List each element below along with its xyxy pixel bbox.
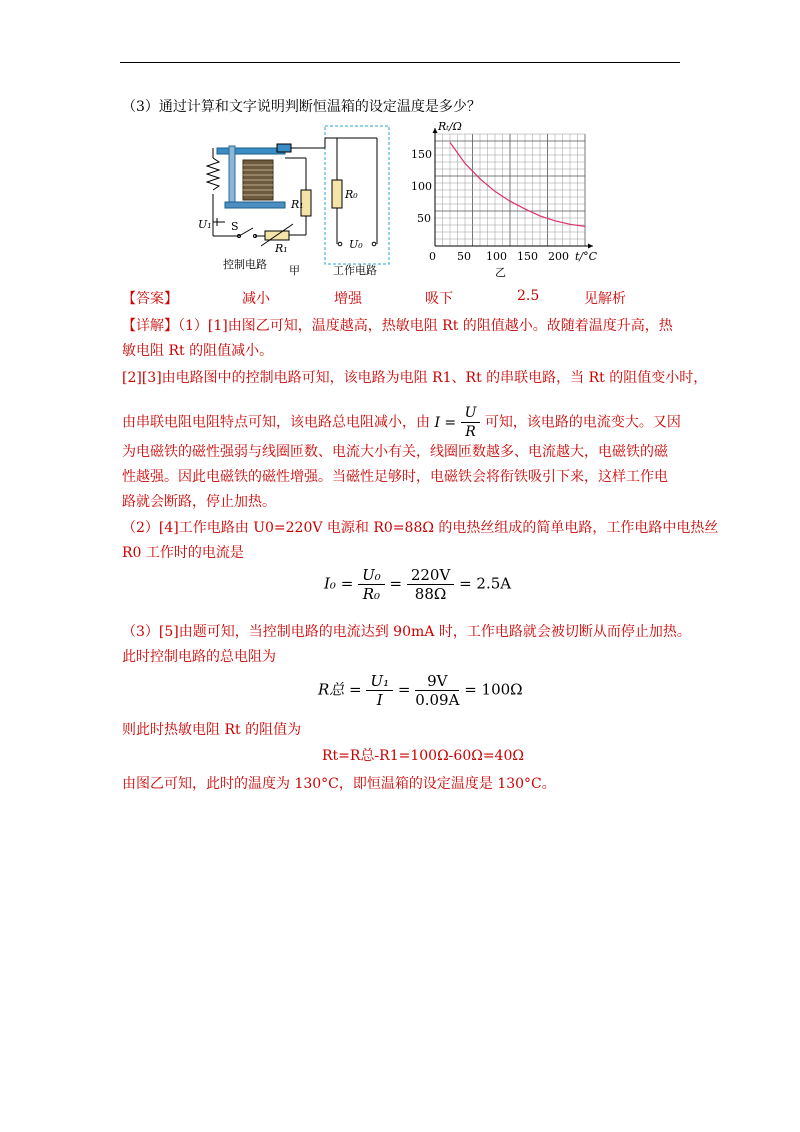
yi-label: 乙: [495, 266, 506, 279]
detail-p4e: 由图乙可知，此时的温度为 130°C，即恒温箱的设定温度是 130°C。: [122, 776, 556, 792]
detail-p4d: Rt=R总-R1=100Ω-60Ω=40Ω: [322, 748, 524, 764]
detail-p3b: R0 工作时的电流是: [122, 545, 244, 561]
y-tick-50: 50: [417, 212, 431, 225]
ohm-law-formula: I = $\frac{U}{R}$: [434, 415, 484, 431]
detail-p4b: 此时控制电路的总电阻为: [122, 649, 276, 665]
detail-p2d: 性越强。因此电磁铁的磁性增强。当磁性足够时，电磁铁会将衔铁吸引下来，这样工作电: [122, 469, 668, 485]
x-tick-150: 150: [517, 250, 538, 263]
y-tick-100: 100: [411, 180, 432, 193]
detail-paragraph-4: [122, 620, 691, 670]
detail-p2c: 为电磁铁的磁性强弱与线圈匝数、电流大小有关，线圈匝数越多、电流越大，电磁铁的磁: [122, 444, 668, 460]
detail-p4a: （3）[5]由题可知，当控制电路的电流达到 90mA 时，工作电路就会被切断从而停止加热。: [122, 624, 691, 640]
r0-label: R₀: [345, 188, 358, 201]
figure: [195, 118, 605, 288]
detail-p2b-post: 可知，该电路的电流变大。又因: [484, 414, 681, 431]
x-tick-200: 200: [548, 250, 569, 263]
r1-bottom-label: R₁: [275, 242, 288, 255]
detail-paragraph-3: [122, 516, 718, 566]
s-label: S: [231, 220, 239, 233]
detail-p4c: 则此时热敏电阻 Rt 的阻值为: [122, 722, 302, 738]
question-text: （3）通过计算和文字说明判断恒温箱的设定温度是多少？: [122, 99, 481, 115]
answer-item-3: 吸下: [425, 291, 453, 307]
chart-grid: [435, 134, 585, 246]
detail-p2b-line: [122, 404, 681, 441]
current-i0-formula: I₀ = $\frac{\text{U₀}}{\text{R₀}}$ = $\frac{220V}{88\Omega}$ = 2.5A: [324, 566, 512, 603]
detail-p3a: （2）[4]工作电路由 U0=220V 电源和 R0=88Ω 的电热丝组成的简单电路，工作电路中电热丝: [122, 520, 719, 536]
detail-p2a: [2][3]由电路图中的控制电路可知，该电路为电阻 R1、Rt 的串联电路，当 Rt 的阻值变小时，: [122, 370, 708, 386]
answer-item-1: 减小: [242, 291, 270, 307]
detail-paragraph-1: [122, 314, 673, 364]
detail-paragraph-2-rest: [122, 440, 668, 515]
header-rule: [120, 62, 680, 63]
detail-label: 【详解】: [122, 318, 178, 334]
answer-item-5: 见解析: [584, 291, 626, 307]
control-circuit-label: 控制电路: [223, 258, 267, 271]
answer-item-2: 增强: [334, 291, 362, 307]
jia-label: 甲: [289, 264, 300, 277]
x-tick-50: 50: [457, 250, 471, 263]
u1-label: U₁: [198, 218, 212, 231]
work-circuit-label: 工作电路: [333, 264, 377, 277]
total-resistance-formula: R总 = $\frac{\text{U₁}}{I}$ = $\frac{9V}{0.09A}$ = 100Ω: [318, 672, 523, 709]
chart-xlabel: t/°C: [575, 250, 598, 263]
detail-p2e: 路就会断路，停止加热。: [122, 494, 276, 510]
answer-item-4: 2.5: [517, 288, 540, 304]
origin-label: 0: [429, 250, 436, 263]
chart-ylabel: Rₜ/Ω: [438, 120, 462, 133]
r1-top-label: R₁: [291, 198, 304, 211]
answer-label: 【答案】: [122, 291, 178, 307]
detail-p2b-pre: 由串联电阻电阻特点可知，该电路总电阻减小，由: [122, 414, 430, 431]
x-tick-100: 100: [486, 250, 507, 263]
u0-label: U₀: [349, 238, 363, 251]
y-tick-150: 150: [411, 148, 432, 161]
detail-p1b: 敏电阻 Rt 的阻值减小。: [122, 343, 274, 359]
detail-p1a: （1）[1]由图乙可知，温度越高，热敏电阻 Rt 的阻值越小。故随着温度升高，热: [178, 318, 673, 334]
rt-chart: [411, 120, 598, 279]
